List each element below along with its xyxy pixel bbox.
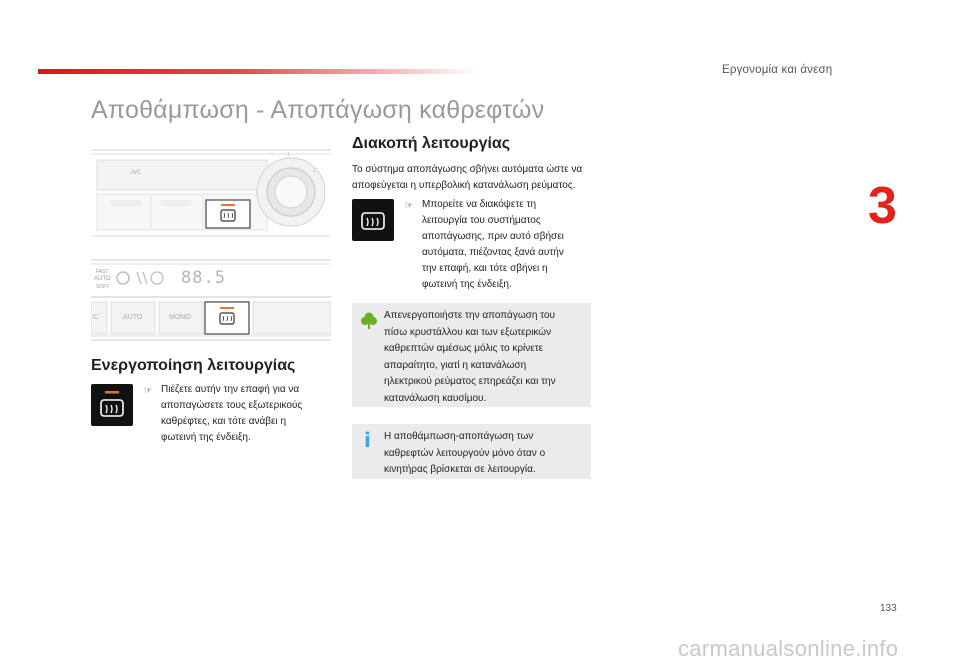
start-heading: Ενεργοποίηση λειτουργίας bbox=[91, 357, 296, 374]
start-line: καθρέφτες, και τότε ανάβει η bbox=[161, 416, 287, 427]
start-line: Πιέζετε αυτήν την επαφή για να bbox=[161, 384, 300, 395]
stop-heading: Διακοπή λειτουργίας bbox=[352, 135, 511, 152]
control-panel-illustration-1 bbox=[91, 148, 331, 240]
auto-label: AUTO bbox=[94, 276, 111, 282]
eco-note-line: καθρεπτών αμέσως μόλις το κρίνετε bbox=[384, 343, 544, 354]
info-note-line: Η αποθάμπωση-αποπάγωση των bbox=[384, 431, 534, 442]
mirror-defrost-button-icon bbox=[352, 199, 394, 241]
info-icon: i bbox=[364, 428, 371, 452]
eco-note-line: απαραίτητο, γιατί η κατανάλωση bbox=[384, 359, 527, 371]
ac-label: A/C bbox=[131, 170, 142, 176]
control-panel-illustration-2 bbox=[91, 258, 331, 342]
chapter-number: 3 bbox=[868, 177, 897, 235]
stop-line: φωτεινή της ένδειξη. bbox=[422, 279, 512, 290]
stop-line: την επαφή, και τότε σβήνει η bbox=[422, 263, 548, 274]
fast-label: FAST bbox=[96, 269, 109, 275]
header-section-title: Εργονομία και άνεση bbox=[722, 64, 833, 76]
stop-line: λειτουργία του συστήματος bbox=[422, 215, 541, 226]
dial-tick-2: 2 bbox=[313, 168, 316, 174]
eco-note bbox=[352, 303, 591, 407]
stop-line: Μπορείτε να διακόψετε τη bbox=[422, 199, 537, 210]
stop-line: αυτόματα, πιέζοντας ξανά αυτήν bbox=[422, 247, 564, 258]
bullet-arrow-icon: ☞ bbox=[405, 200, 414, 210]
stop-line: αποπάγωσης, πριν αυτό σβήσει bbox=[422, 231, 564, 242]
header-accent-bar bbox=[38, 69, 478, 74]
stop-intro-line: αποφεύγεται η υπερβολική κατανάλωση ρεύματος. bbox=[352, 180, 576, 191]
bullet-arrow-icon: ☞ bbox=[144, 385, 153, 395]
page-title: Αποθάμπωση - Αποπάγωση καθρεφτών bbox=[91, 96, 545, 124]
eco-leaf-icon bbox=[361, 311, 377, 334]
mirror-defrost-button-icon bbox=[91, 384, 133, 426]
start-instruction bbox=[144, 382, 341, 446]
eco-note-line: ηλεκτρικού ρεύματος επηρεάζει και την bbox=[384, 376, 556, 387]
stop-instruction bbox=[405, 197, 597, 293]
info-note bbox=[352, 424, 591, 479]
stop-intro bbox=[352, 162, 592, 194]
dial-tick-1: 1 bbox=[287, 152, 290, 158]
control-panel-1-drawing bbox=[91, 148, 331, 240]
start-line: αποπαγώσετε τους εξωτερικούς bbox=[161, 400, 303, 411]
btn-c-label: C bbox=[93, 314, 99, 321]
page-number: 133 bbox=[880, 603, 897, 614]
eco-note-line: Απενεργοποιήστε την αποπάγωση του bbox=[384, 310, 556, 321]
btn-mono-label: MONO bbox=[169, 314, 191, 321]
info-note-line: κινητήρας βρίσκεται σε λειτουργία. bbox=[384, 464, 536, 475]
temperature-display: 88.5 bbox=[181, 268, 226, 288]
eco-note-line: κατανάλωση καυσίμου. bbox=[384, 392, 487, 404]
soft-label: SOFT bbox=[96, 284, 110, 290]
watermark: carmanualsonline.info bbox=[678, 636, 899, 661]
start-line: φωτεινή της ένδειξη. bbox=[161, 432, 251, 443]
eco-note-line: πίσω κρυστάλλου και των εξωτερικών bbox=[384, 326, 552, 338]
info-note-line: καθρεφτών λειτουργούν μόνο όταν ο bbox=[384, 447, 546, 459]
btn-auto-label: AUTO bbox=[123, 314, 143, 321]
stop-intro-line: Το σύστημα αποπάγωσης σβήνει αυτόματα ώστε να bbox=[352, 164, 583, 175]
